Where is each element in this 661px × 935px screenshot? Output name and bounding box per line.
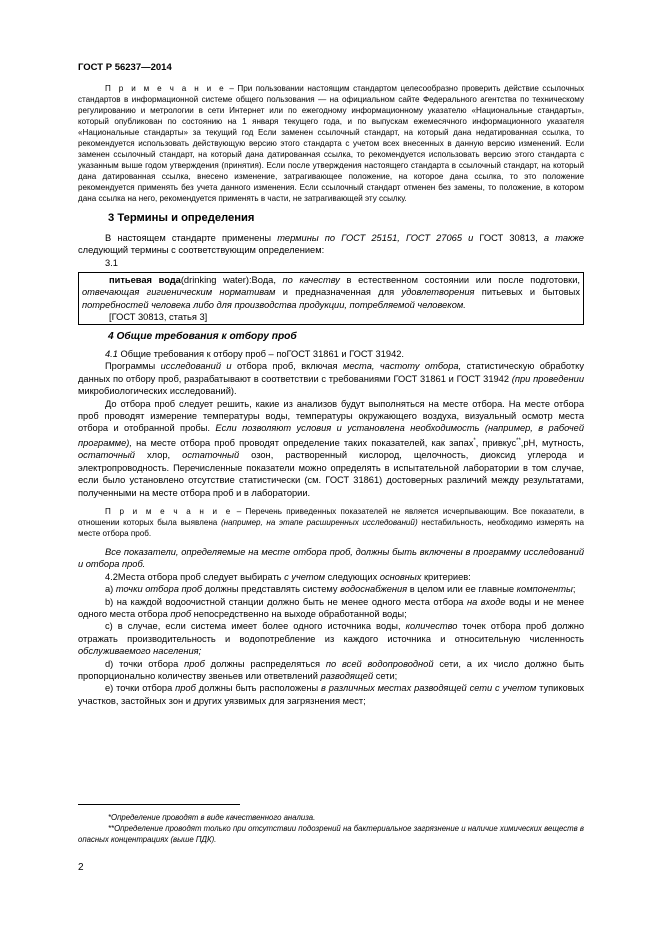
footnote-separator	[78, 804, 240, 805]
page-number: 2	[78, 862, 84, 873]
paragraph-4-1: 4.1 Общие требования к отбору проб – поГОСТ 31861 и ГОСТ 31942.	[105, 349, 404, 360]
paragraph-4-2: 4.2Места отбора проб следует выбирать с учетом следующих основных критериев:	[105, 571, 471, 582]
footnotes	[78, 812, 584, 845]
paragraph-onsite-analysis: До отбора проб следует решить, какие из анализов будут выполняться на месте отбора. На месте отбора проб проводят измерение температуры воды, температуры окружающего воздуха, визуальный осмотр места отбора и отобранной пробы. Если позволяют условия и установлена необходимость (например, в рабочей программе), на месте отбора проб проводят определение таких показателей, как запах*, привкус**,pH, мутность, остаточный хлор, остаточный озон, растворенный кислород, щелочность, диоксид углерода и электропроводность. Перечисленные показатели можно определять в испытательной лаборатории в том случае, если было установлено отсутствие статистически (см. ГОСТ 31861) достоверных различий между результатами, полученными на месте отбора проб и в лаборатории.	[78, 398, 585, 498]
list-item-e: e) точки отбора проб должны быть расположены в различных местах разводящей сети с учетом тупиковых участков, застойных зон и других уязвимых для загрязнения мест;	[78, 683, 584, 706]
section-4-heading: 4 Общие требования к отбору проб	[108, 331, 297, 343]
paragraph-all-indicators: Все показатели, определяемые на месте отбора проб, должны быть включены в программу исследований и отбора проб.	[78, 547, 584, 570]
footnote-2: **Определение проводят только при отсутствии подозрений на бактериальное загрязнение и наличие химических веществ в опасных концентрациях (выше ПДК).	[78, 824, 584, 844]
section-3-intro: В настоящем стандарте применены термины по ГОСТ 25151, ГОСТ 27065 и ГОСТ 30813, а также следующий термины с соответствующим определением:	[78, 233, 584, 256]
list-item-c: c) в случае, если система имеет более одного источника воды, количество точек отбора проб должно отражать производительность и водопотребление из каждого источника и относительную численность обслуживаемого населения;	[78, 621, 584, 657]
note-label: П р и м е ч а н и е	[105, 84, 226, 93]
page-header: ГОСТ Р 56237—2014	[78, 62, 172, 73]
page-content	[78, 83, 584, 707]
note-references: П р и м е ч а н и е – При пользовании настоящим стандартом целесообразно проверить действие ссылочных стандартов в информационной системе общего пользования — на официальном сайте Федерального агентства по техническому регулированию и метрологии в сети Интернет или по ежегодному информационному указателю «Национальные стандарты», который опубликован по состоянию на 1 января текущего года, и по выпускам ежемесячного информационного указателя «Национальные стандарты» за текущий год Если заменен ссылочный стандарт, на который дана недатированная ссылка, то рекомендуется использовать действующую версию этого стандарта с учетом всех внесенных в данную версию изменений. Если заменен ссылочный стандарт, на который дана датированная ссылка, то рекомендуется использовать версию этого стандарта с указанным выше годом утверждения (принятия). Если после утверждения настоящего стандарта в ссылочный стандарт, на который дана датированная ссылка, внесено изменение, затрагивающее положение, на которое дана ссылка, то это положение рекомендуется применять без учета данного изменения. Если ссылочный стандарт отменен без замены, то положение, в котором дана ссылка на него, рекомендуется применять в части, не затрагивающей эту ссылку.	[78, 84, 584, 203]
list-item-b: b) на каждой водоочистной станции должно быть не менее одного места отбора на входе воды и не менее одного места отбора проб непосредственно на выходе обработанной воды;	[78, 596, 585, 620]
term-number: 3.1	[105, 257, 118, 268]
note-indicators: П р и м е ч а н и е – Перечень приведенных показателей не является исчерпывающим. Все показатели, в отношении которых была выявлена (например, на этапе расширенных исследований) нестабильность, необходимо измерять на месте отбора проб.	[78, 507, 584, 538]
definition-text: питьевая вода(drinking water):Вода, по качеству в естественном состоянии или после подготовки, отвечающая гигиеническим нормативам и предназначенная для удовлетворения питьевых и бытовых потребностей человека либо для производства продукции, потребляемой человеком.	[82, 275, 581, 310]
definition-source: [ГОСТ 30813, статья 3]	[109, 311, 208, 322]
paragraph-programs: Программы исследований и отбора проб, включая места, частоту отбора, статистическую обработку данных по отбору проб, разрабатывают в соответствии с требованиями ГОСТ 31861 и ГОСТ 31942 (при проведении микробиологических исследований).	[78, 361, 585, 397]
footnote-1: *Определение проводят в виде качественного анализа.	[108, 813, 316, 822]
list-item-d: d) точки отбора проб должны распределяться по всей водопроводной сети, а их число должно быть пропорционально количеству звеньев или ответвлений разводящей сети;	[78, 658, 584, 682]
definition-box	[78, 272, 584, 325]
list-item-a: а) точки отбора проб должны представлять систему водоснабжения в целом или ее главные компоненты;	[105, 584, 576, 595]
section-3-heading: 3 Термины и определения	[108, 212, 255, 224]
term-name: питьевая вода	[109, 275, 181, 286]
